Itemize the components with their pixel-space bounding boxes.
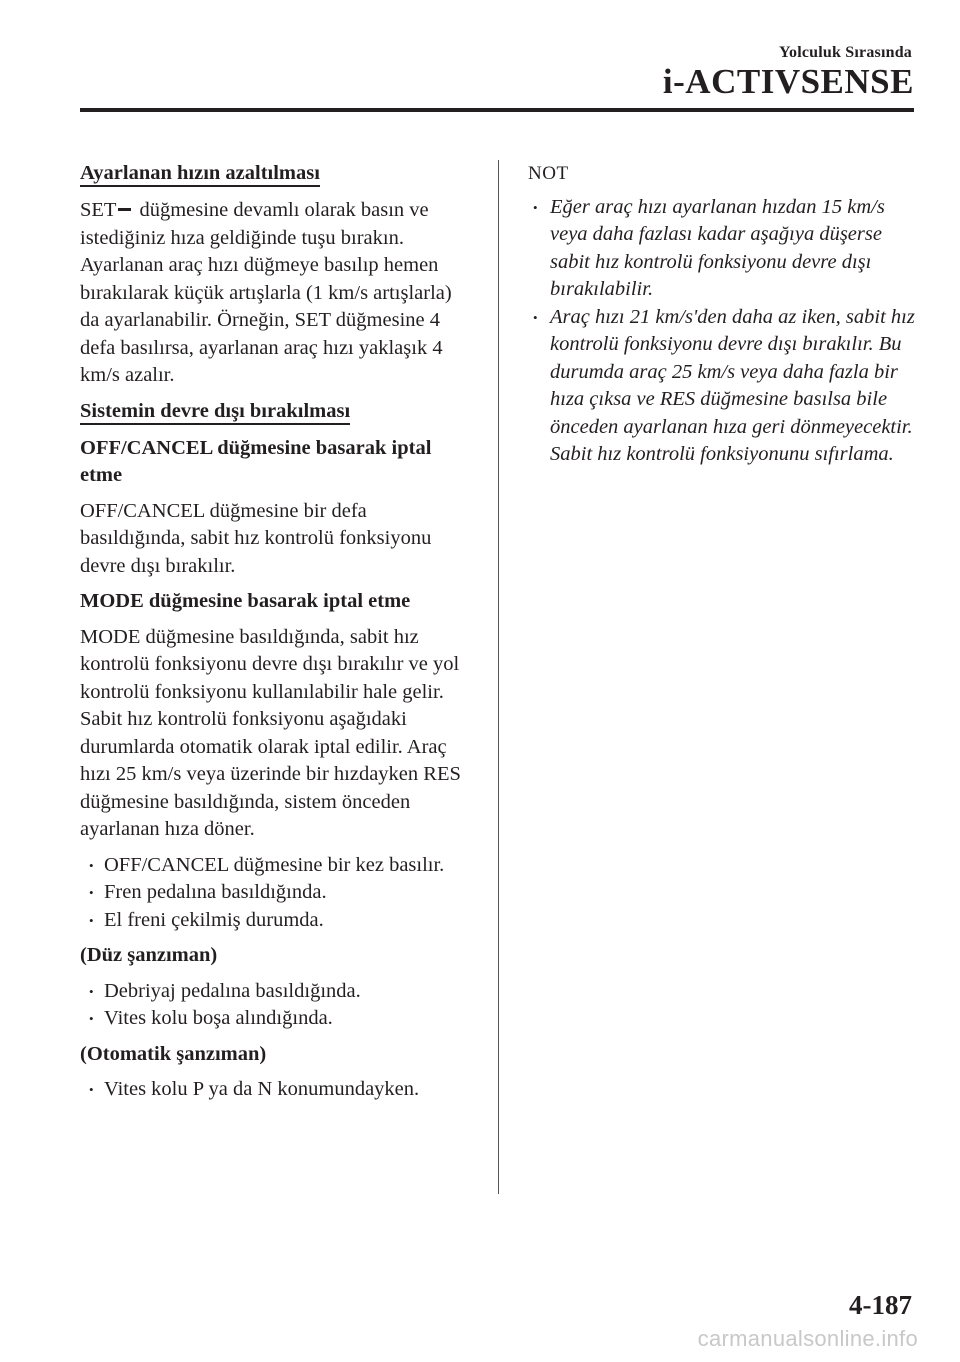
heading-mode-cancel: MODE düğmesine basarak iptal etme [80, 590, 411, 612]
chapter-title: i-ACTIVSENSE [662, 62, 914, 101]
note-item: • Araç hızı 21 km/s'den daha az iken, sabit hız kontrolü fonksiyonu devre dışı bırakılır. Bu durumda araç 25 km/s veya daha fazla bir hıza çıksa ve RES düğmesine basılsa bile önceden ayarlanan hıza geri dönmeyecektir. Sabit hız kontrolü fonksiyonunu sıfırlama. [528, 304, 923, 469]
heading-automatic-transmission: (Otomatik şanzıman) [80, 1042, 267, 1065]
column-divider [498, 160, 499, 1194]
list-item: • Vites kolu boşa alındığında. [80, 1005, 475, 1033]
heading-disable-system: Sistemin devre dışı bırakılması [80, 400, 350, 425]
list-item: • OFF/CANCEL düğmesine bir kez basılır. [80, 852, 475, 880]
list-item: • Debriyaj pedalına basıldığında. [80, 978, 475, 1006]
list-item: • El freni çekilmiş durumda. [80, 907, 475, 935]
set-description: düğmesine devamlı olarak basın ve istediğiniz hıza geldiğinde tuşu bırakın. Ayarlanan araç hızı düğmeye basılıp hemen bırakılarak küçük artışlarla (1 km/s artışlarla) da ayarlanabilir. Örneğin, SET düğmesine 4 defa basılırsa, ayarlanan araç hızı yaklaşık 4 km/s azalır. [80, 199, 452, 386]
note-title: NOT [528, 163, 569, 184]
set-label: SET [80, 199, 117, 221]
list-item: • Fren pedalına basıldığında. [80, 879, 475, 907]
paragraph-set-minus [80, 197, 475, 390]
left-column [80, 160, 475, 1112]
watermark: carmanualsonline.info [697, 1326, 918, 1351]
bullet-list-automatic [80, 1076, 475, 1104]
header-rule [80, 108, 914, 112]
heading-reduce-speed: Ayarlanan hızın azaltılması [80, 162, 320, 187]
bullet-list-general [80, 852, 475, 935]
note-item: • Eğer araç hızı ayarlanan hızdan 15 km/s veya daha fazlası kadar aşağıya düşerse sabit hız kontrolü fonksiyonu devre dışı bırakılabilir. [528, 194, 923, 304]
heading-off-cancel: OFF/CANCEL düğmesine basarak iptal etme [80, 436, 432, 486]
page-number: 4-187 [849, 1290, 912, 1320]
paragraph-auto-cancel: Sabit hız kontrolü fonksiyonu aşağıdaki durumlarda otomatik olarak iptal edilir. Araç hızı 25 km/s veya üzerinde bir hızdayken RES düğmesine basıldığında, sistem önceden ayarlanan hıza döner. [80, 708, 461, 840]
note-list [528, 194, 923, 469]
bullet-list-manual [80, 978, 475, 1033]
paragraph-mode-cancel: MODE düğmesine basıldığında, sabit hız kontrolü fonksiyonu devre dışı bırakılır ve yol kontrolü fonksiyonu kullanılabilir hale gelir. [80, 625, 460, 703]
right-column [528, 160, 923, 469]
heading-manual-transmission: (Düz şanzıman) [80, 944, 218, 966]
list-item: • Vites kolu P ya da N konumundayken. [80, 1076, 475, 1104]
section-label: Yolculuk Sırasında [779, 44, 912, 61]
minus-icon [118, 208, 131, 211]
paragraph-off-cancel: OFF/CANCEL düğmesine bir defa basıldığında, sabit hız kontrolü fonksiyonu devre dışı bırakılır. [80, 499, 432, 577]
